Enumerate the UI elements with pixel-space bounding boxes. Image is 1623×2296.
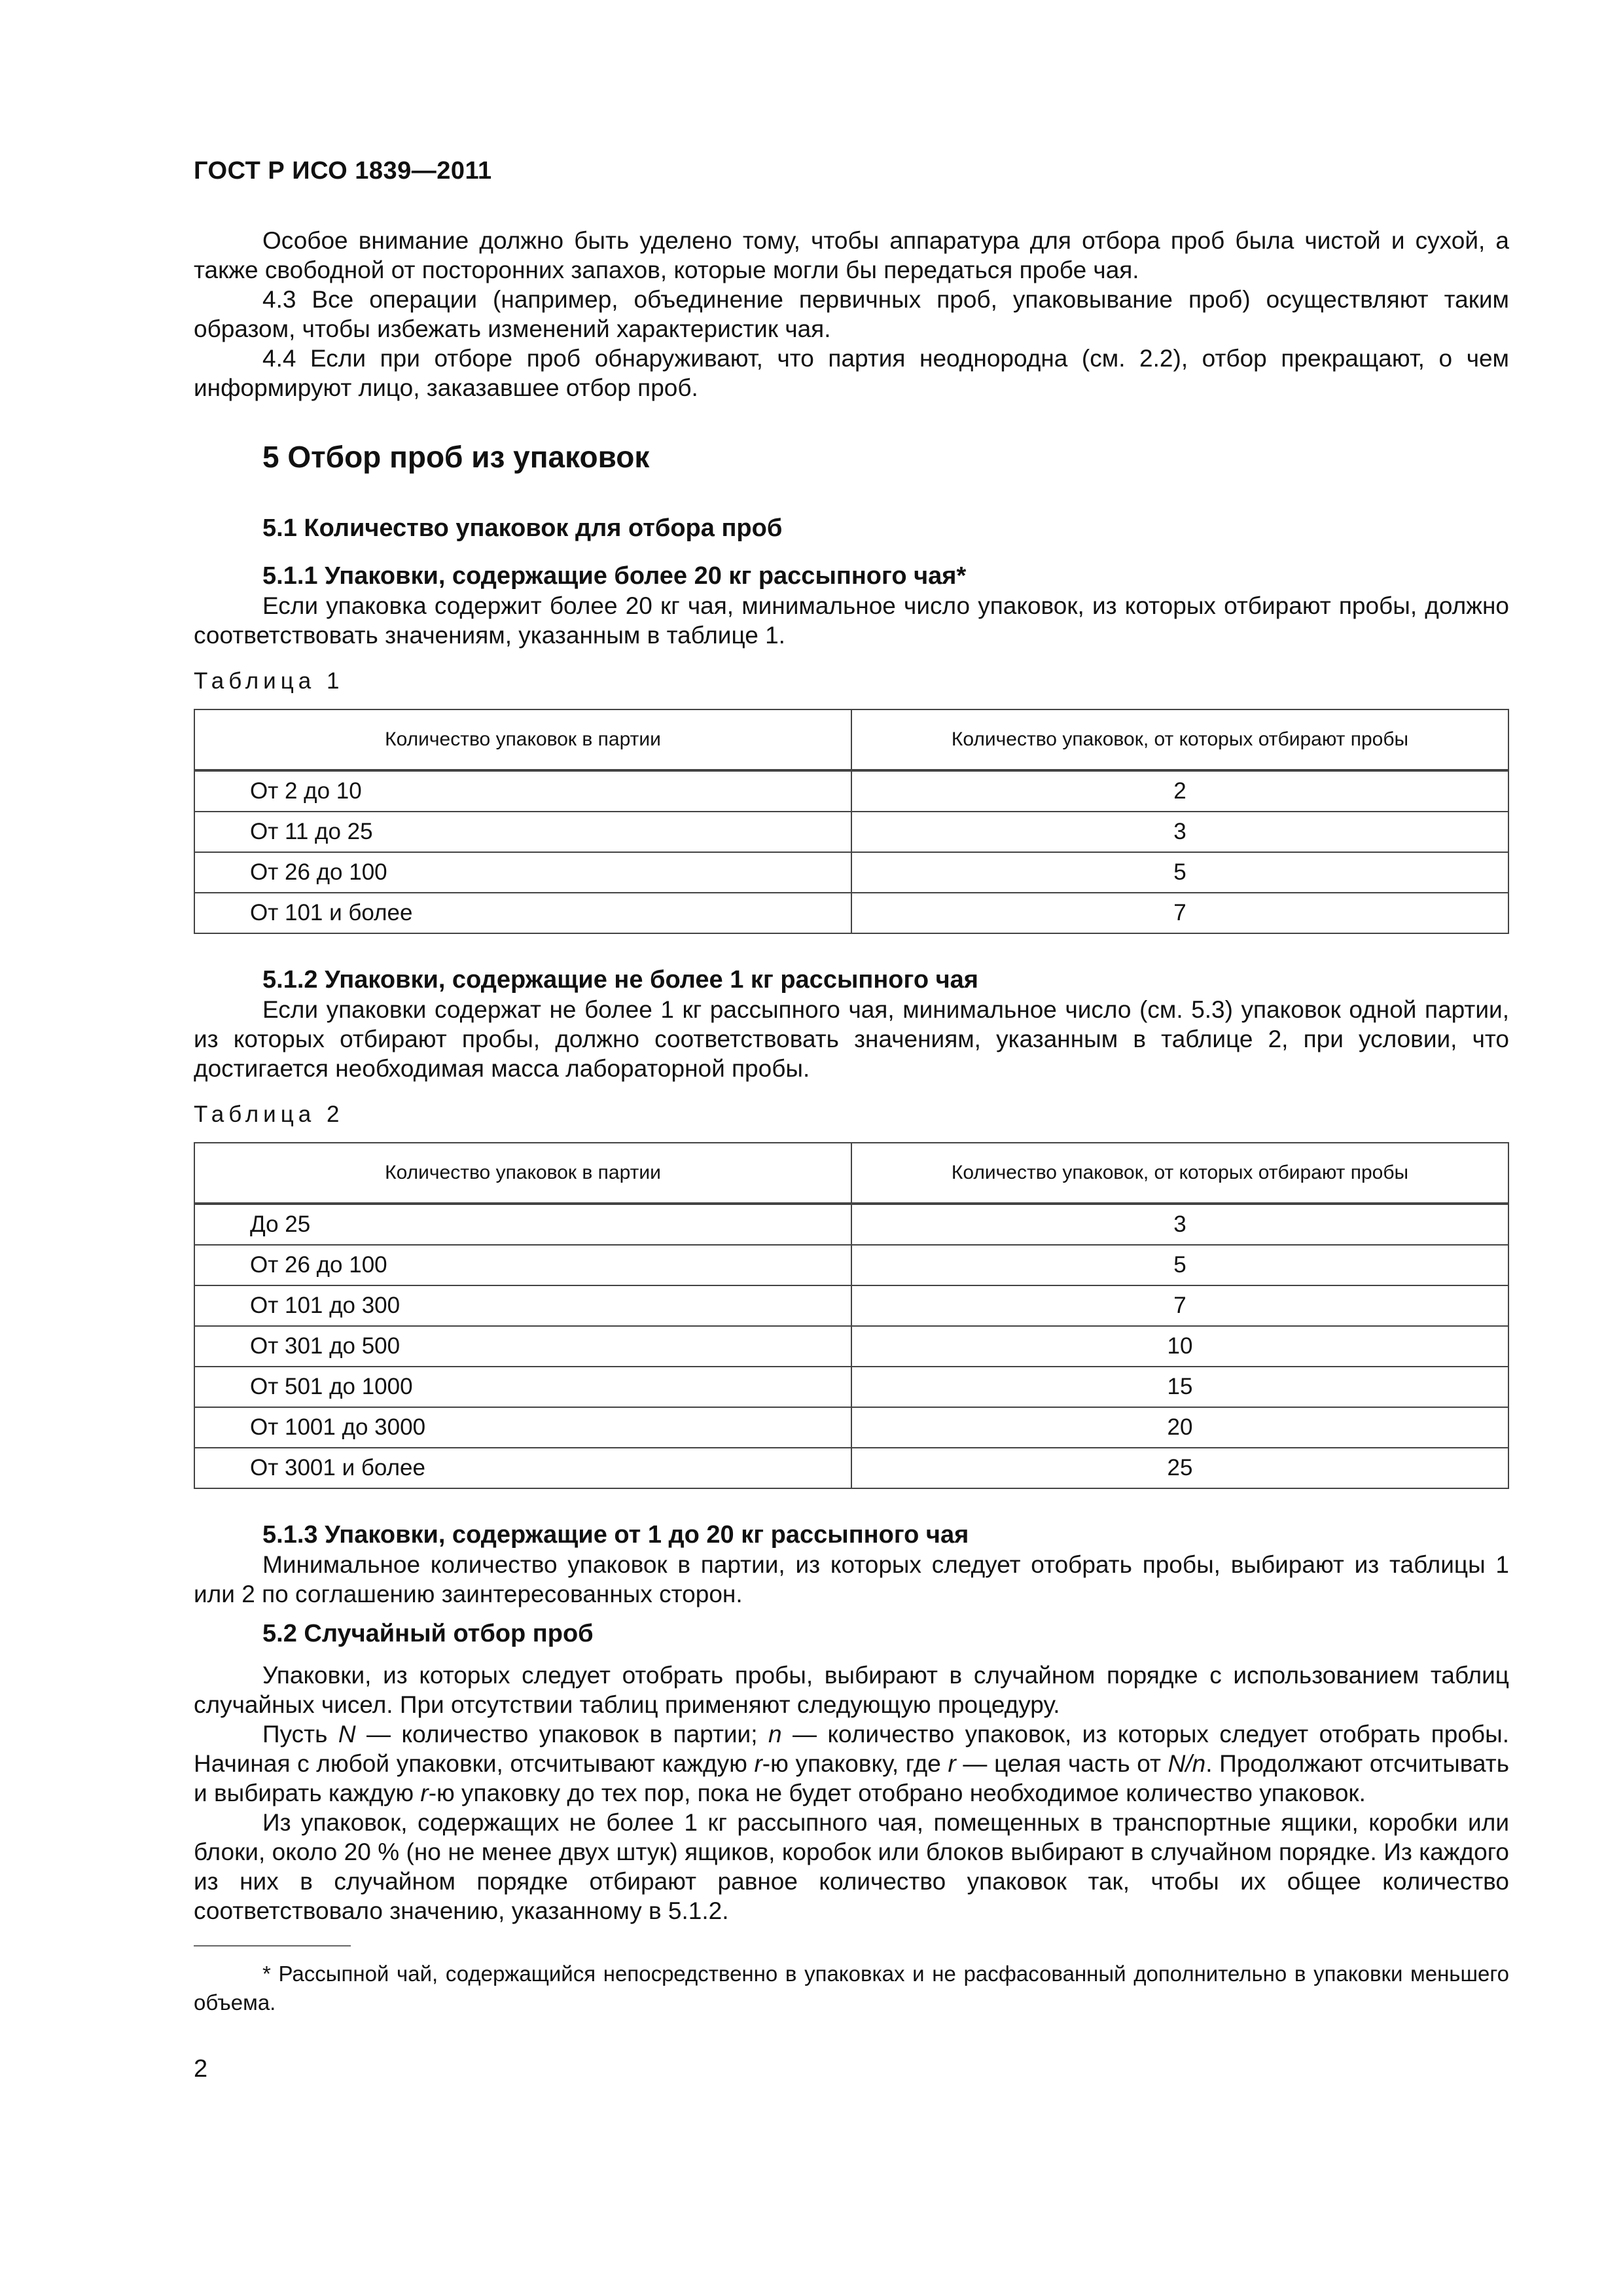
table-2 — [194, 1142, 1509, 1489]
table-cell: 10 — [851, 1326, 1508, 1367]
table-row — [194, 1245, 1508, 1285]
section-5-2-paragraph-1: Упаковки, из которых следует отобрать пробы, выбирают в случайном порядке с использованием таблиц случайных чисел. При отсутствии таблиц применяют следующую процедуру. — [194, 1662, 1509, 1718]
table-row — [194, 1407, 1508, 1448]
table-row — [194, 893, 1508, 933]
table-row — [194, 1326, 1508, 1367]
section-5-1-1-text: Если упаковка содержит более 20 кг чая, минимальное число упаковок, из которых отбирают пробы, должно соответствовать значениям, указанным в таблице 1. — [194, 592, 1509, 649]
document-page — [194, 157, 1509, 2083]
table-row — [194, 770, 1508, 812]
clause-4-3: 4.3 Все операции (например, объединение первичных проб, упаковывание проб) осуществляют таким образом, чтобы избежать изменений характеристик чая. — [194, 286, 1509, 342]
table-cell: 5 — [851, 852, 1508, 893]
section-5-2-title: 5.2 Случайный отбор проб — [262, 1620, 594, 1647]
table-cell: От 501 до 1000 — [194, 1367, 851, 1407]
section-5-2-paragraph-2: Пусть N — количество упаковок в партии; n — количество упаковок, из которых следует отобрать пробы. Начиная с любой упаковки, отсчитывают каждую r-ю упаковку, где r — целая часть от N/n. Продолжают отсчитывать и выбирать каждую r-ю упаковку до тех пор, пока не будет отобрано необходимое количество упаковок. — [194, 1721, 1509, 1806]
section-5-2-paragraph-3: Из упаковок, содержащих не более 1 кг рассыпного чая, помещенных в транспортные ящики, коробки или блоки, около 20 % (но не менее двух штук) ящиков, коробок или блоков выбирают в случайном порядке. Из каждого из них в случайном порядке отбирают равное количество упаковок так, чтобы их общее количество соответствовало значению, указанному в 5.1.2. — [194, 1809, 1509, 1924]
table-cell: 25 — [851, 1448, 1508, 1488]
table-cell: От 301 до 500 — [194, 1326, 851, 1367]
section-5-1-2-title: 5.1.2 Упаковки, содержащие не более 1 кг рассыпного чая — [262, 966, 978, 994]
table-cell: 5 — [851, 1245, 1508, 1285]
table-cell: 7 — [851, 893, 1508, 933]
table-row — [194, 1448, 1508, 1488]
table-cell: От 2 до 10 — [194, 770, 851, 812]
table-row — [194, 1367, 1508, 1407]
section-5-1-3-text: Минимальное количество упаковок в партии, из которых следует отобрать пробы, выбирают из таблицы 1 или 2 по соглашению заинтересованных сторон. — [194, 1551, 1509, 1607]
table-row — [194, 1204, 1508, 1245]
page-number: 2 — [194, 2055, 208, 2083]
table-2-header-2: Количество упаковок, от которых отбирают пробы — [851, 1143, 1508, 1204]
table-1-header-1: Количество упаковок в партии — [194, 709, 851, 770]
table-cell: От 11 до 25 — [194, 812, 851, 852]
table-cell: От 101 до 300 — [194, 1285, 851, 1326]
table-cell: 2 — [851, 770, 1508, 812]
section-5-title: 5 Отбор проб из упаковок — [262, 440, 650, 474]
footnote: * Рассыпной чай, содержащийся непосредственно в упаковках и не расфасованный дополнительно в упаковки меньшего объема. — [194, 1962, 1509, 2015]
section-5-1-2-text: Если упаковки содержат не более 1 кг рассыпного чая, минимальное число (см. 5.3) упаковок одной партии, из которых отбирают пробы, должно соответствовать значениям, указанным в таблице 2, при условии, что достигается необходимая масса лабораторной пробы. — [194, 996, 1509, 1082]
section-5-1-title: 5.1 Количество упаковок для отбора проб — [262, 514, 783, 542]
table-row — [194, 812, 1508, 852]
table-1-label: Таблица 1 — [194, 668, 344, 694]
table-2-header-1: Количество упаковок в партии — [194, 1143, 851, 1204]
table-cell: 20 — [851, 1407, 1508, 1448]
table-cell: 3 — [851, 812, 1508, 852]
table-row — [194, 1285, 1508, 1326]
table-1-header-2: Количество упаковок, от которых отбирают пробы — [851, 709, 1508, 770]
table-2-label: Таблица 2 — [194, 1102, 344, 1127]
table-cell: 7 — [851, 1285, 1508, 1326]
section-5-1-1-title: 5.1.1 Упаковки, содержащие более 20 кг рассыпного чая* — [262, 562, 967, 590]
table-cell: 15 — [851, 1367, 1508, 1407]
document-code-header: ГОСТ Р ИСО 1839—2011 — [194, 157, 492, 185]
section-5-1-3-title: 5.1.3 Упаковки, содержащие от 1 до 20 кг рассыпного чая — [262, 1521, 969, 1549]
table-1 — [194, 709, 1509, 934]
table-cell: От 26 до 100 — [194, 1245, 851, 1285]
table-cell: От 1001 до 3000 — [194, 1407, 851, 1448]
intro-paragraph-1: Особое внимание должно быть уделено тому, чтобы аппаратура для отбора проб была чистой и сухой, а также свободной от посторонних запахов, которые могли бы передаться пробе чая. — [194, 227, 1509, 283]
table-cell: До 25 — [194, 1204, 851, 1245]
table-cell: От 101 и более — [194, 893, 851, 933]
table-cell: От 3001 и более — [194, 1448, 851, 1488]
table-cell: От 26 до 100 — [194, 852, 851, 893]
footnote-divider — [194, 1945, 351, 1946]
clause-4-4: 4.4 Если при отборе проб обнаруживают, что партия неоднородна (см. 2.2), отбор прекращают, о чем информируют лицо, заказавшее отбор проб. — [194, 345, 1509, 401]
table-row — [194, 852, 1508, 893]
table-cell: 3 — [851, 1204, 1508, 1245]
